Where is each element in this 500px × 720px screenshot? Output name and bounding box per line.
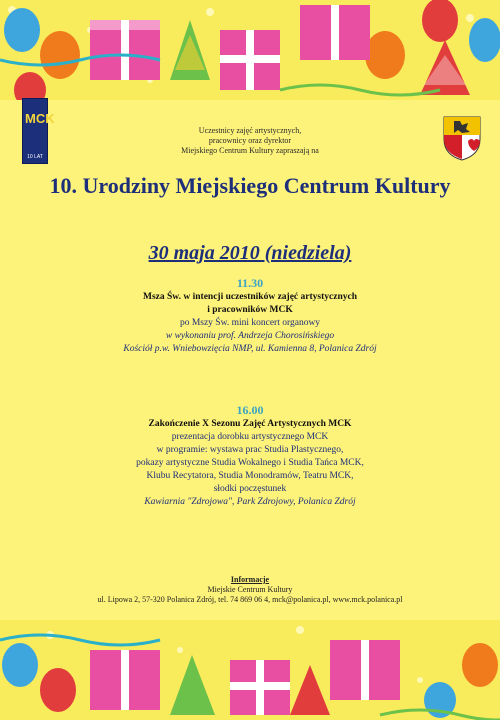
event-detail: pokazy artystyczne Studia Wokalnego i Studia Tańca MCK, [136, 458, 364, 468]
event-location: Kościół p.w. Wniebowzięcia NMP, ul. Kamienna 8, Polanica Zdrój [123, 344, 377, 354]
event-block-1130 [60, 275, 440, 356]
event-date: 30 maja 2010 (niedziela) [148, 242, 352, 264]
info-line: Miejskie Centrum Kultury [207, 585, 293, 594]
event-time: 16.00 [236, 403, 264, 417]
coat-of-arms-icon [442, 115, 482, 161]
party-decoration-icon [0, 0, 500, 100]
intro-line: Uczestnicy zajęć artystycznych, [198, 126, 302, 135]
intro-line: Miejskiego Centrum Kultury zapraszają na [181, 146, 319, 155]
event-title-line: Msza Św. w intencji uczestników zajęć artystycznych [143, 292, 357, 302]
event-time: 11.30 [236, 276, 264, 290]
intro-text [120, 126, 380, 156]
bottom-decoration-band [0, 620, 500, 720]
party-decoration-icon [0, 620, 500, 720]
event-detail: Klubu Recytatora, Studia Monodramów, Teatru MCK, [146, 471, 354, 481]
event-detail: w programie: wystawa prac Studia Plastycznego, [156, 445, 344, 455]
event-detail: po Mszy Św. mini koncert organowy [179, 318, 321, 328]
mck-logo-text: MCK [25, 111, 55, 126]
event-title-line: i pracowników MCK [207, 305, 293, 315]
event-location: Kawiarnia "Zdrojowa", Park Zdrojowy, Polanica Zdrój [144, 497, 356, 507]
info-contact-line: ul. Lipowa 2, 57-320 Polanica Zdrój, tel. 74 869 06 4, mck@polanica.pl, www.mck.polanica.pl [97, 595, 403, 604]
contact-info [0, 575, 500, 605]
event-detail: w wykonaniu prof. Andrzeja Chorosińskiego [165, 331, 335, 341]
event-detail: prezentacja dorobku artystycznego MCK [171, 432, 329, 442]
event-title-line: Zakończenie X Sezonu Zajęć Artystycznych MCK [148, 419, 352, 429]
mck-logo [22, 98, 55, 164]
top-decoration-band [0, 0, 500, 100]
intro-line: pracownicy oraz dyrektor [208, 136, 292, 145]
event-detail: słodki poczęstunek [213, 484, 287, 494]
page-title: 10. Urodziny Miejskiego Centrum Kultury [49, 173, 451, 198]
mck-logo-years: 10 LAT [27, 154, 43, 160]
event-block-1600 [60, 402, 440, 509]
info-heading: Informacje [230, 575, 270, 584]
